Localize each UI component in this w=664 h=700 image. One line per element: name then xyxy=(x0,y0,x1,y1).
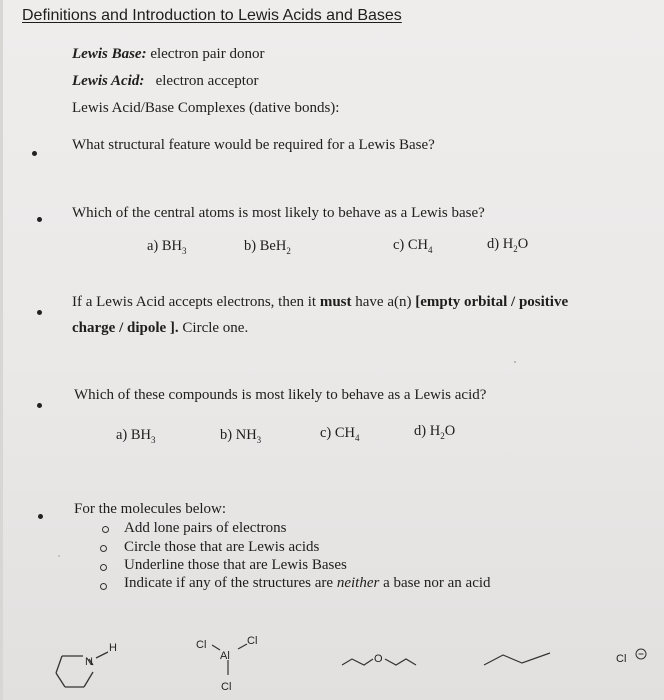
q2-option-d: d) $H_2O$ xyxy=(487,236,529,254)
instruction-2: Circle those that are Lewis acids xyxy=(124,539,320,555)
propane-structure xyxy=(480,645,560,670)
bullet-3 xyxy=(37,310,42,315)
ring-bond xyxy=(56,656,62,673)
ring-bond xyxy=(56,673,65,687)
question-2: Which of the central atoms is most likely to behave as a Lewis base? xyxy=(72,205,485,221)
q4-option-d: d) $H_2O$ xyxy=(414,423,456,441)
instruction-3: Underline those that are Lewis Bases xyxy=(124,557,347,573)
complexes-definition: Lewis Acid/Base Complexes (dative bonds): xyxy=(72,100,340,116)
question-3-line-1: If a Lewis Acid accepts electrons, then it must have a(n) [empty orbital / positive xyxy=(72,294,569,310)
q2-option-b: b) BeH$_2$ xyxy=(244,238,291,256)
chlorine-label-right: Cl xyxy=(247,635,258,647)
page-title: Definitions and Introduction to Lewis Acids and Bases xyxy=(22,7,402,24)
question-4: Which of these compounds is most likely to behave as a Lewis acid? xyxy=(74,387,487,403)
page-speck xyxy=(514,361,516,363)
ring-bond xyxy=(84,672,93,687)
q4-option-a: a) $BH_3$ xyxy=(116,427,156,445)
sub-bullet-4 xyxy=(100,583,107,590)
q2-option-c: c) $CH_4$ xyxy=(393,237,433,255)
al-cl-bond xyxy=(238,644,247,649)
bullet-4 xyxy=(37,403,42,408)
page-speck-2 xyxy=(58,555,60,557)
oxygen-label: O xyxy=(374,653,383,665)
al-cl-bond xyxy=(212,645,220,650)
hydrogen-label: H xyxy=(109,642,117,654)
lewis-acid-definition: Lewis Acid: electron acceptor xyxy=(72,73,259,89)
question-5: For the molecules below: xyxy=(74,501,227,517)
sub-bullet-2 xyxy=(100,545,107,552)
sub-bullet-1 xyxy=(102,526,109,533)
n-h-bond xyxy=(96,652,108,658)
question-3-line-2: charge / dipole ]. Circle one. xyxy=(72,320,249,336)
aluminum-label: Al xyxy=(220,650,230,662)
instruction-1: Add lone pairs of electrons xyxy=(124,520,287,536)
chloride-label: Cl xyxy=(616,653,627,665)
bullet-1 xyxy=(32,151,37,156)
q4-option-b: b) $NH_3$ xyxy=(220,427,262,445)
chloride-ion xyxy=(614,646,658,670)
sub-bullet-3 xyxy=(100,564,107,571)
q2-option-a: a) $BH_3$ xyxy=(147,238,187,256)
piperidine-structure xyxy=(50,635,130,695)
alcl3-structure xyxy=(190,628,270,696)
nitrogen-label: N xyxy=(85,656,93,668)
bullet-5 xyxy=(38,514,43,519)
instruction-4: Indicate if any of the structures are neither a base nor an acid xyxy=(124,575,491,591)
bullet-2 xyxy=(37,217,42,222)
ether-chain-left xyxy=(342,659,373,665)
question-1: What structural feature would be required for a Lewis Base? xyxy=(72,137,435,153)
lewis-base-definition: Lewis Base: electron pair donor xyxy=(72,46,265,62)
q4-option-c: c) $CH_4$ xyxy=(320,425,360,443)
page-edge xyxy=(0,0,3,700)
chlorine-label-bottom: Cl xyxy=(221,681,232,693)
ether-structure xyxy=(340,645,440,675)
ether-chain-right xyxy=(385,659,416,665)
chlorine-label-left: Cl xyxy=(196,639,207,651)
propane-chain xyxy=(484,653,550,665)
